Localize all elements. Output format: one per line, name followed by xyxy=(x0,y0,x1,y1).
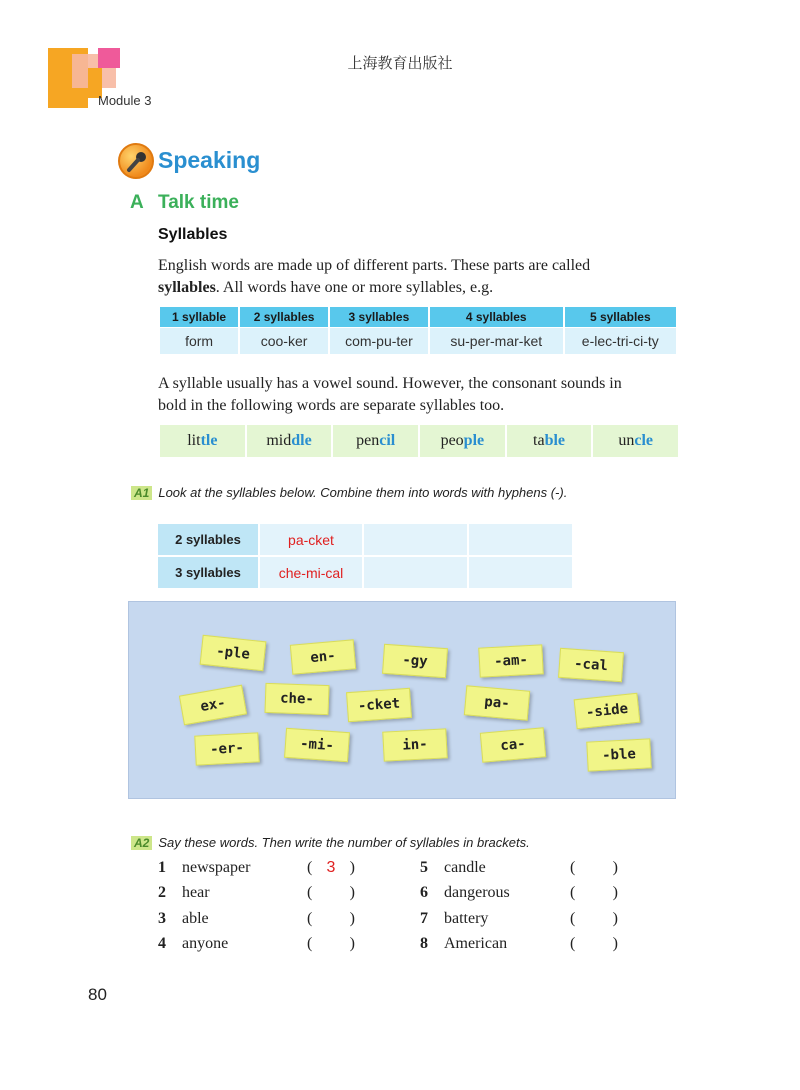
syllable-card[interactable]: in- xyxy=(382,728,447,761)
topic-heading: Syllables xyxy=(158,226,228,243)
close-paren: ) xyxy=(612,859,618,876)
table-cell: com-pu-ter xyxy=(330,328,428,354)
table-cell: e-lec-tri-ci-ty xyxy=(565,328,676,354)
list-item xyxy=(158,859,250,881)
close-paren: ) xyxy=(612,910,618,927)
a1-instruction xyxy=(131,485,567,500)
table-header-row xyxy=(160,307,676,327)
syllable-card[interactable]: -cal xyxy=(558,648,624,682)
word-bold-part: cil xyxy=(379,432,396,449)
item-number: 7 xyxy=(420,910,428,927)
table-header: 5 syllables xyxy=(565,307,676,327)
intro-paragraph xyxy=(158,255,590,299)
syllables-term: syllables xyxy=(158,279,216,296)
word-cell xyxy=(507,425,592,457)
list-item xyxy=(420,935,507,957)
open-paren: ( xyxy=(307,910,313,927)
word-bold-part: ple xyxy=(463,432,485,449)
combine-answer-table xyxy=(158,522,574,590)
publisher-name: 上海教育出版社 xyxy=(347,54,453,72)
item-number: 5 xyxy=(420,859,428,876)
close-paren: ) xyxy=(612,884,618,901)
table-cell: coo-ker xyxy=(240,328,328,354)
open-paren: ( xyxy=(307,935,313,952)
item-number: 2 xyxy=(158,884,166,901)
word-cell xyxy=(333,425,418,457)
item-word: newspaper xyxy=(182,859,251,876)
table-row xyxy=(158,524,574,555)
answer-field[interactable] xyxy=(469,557,574,588)
list-item xyxy=(158,884,210,906)
answer-field[interactable] xyxy=(364,524,469,555)
subsection-heading xyxy=(130,192,239,214)
syllable-card[interactable]: -mi- xyxy=(284,728,350,762)
row-label: 3 syllables xyxy=(158,557,260,588)
syllable-card[interactable]: en- xyxy=(290,639,356,674)
table-header: 4 syllables xyxy=(430,307,563,327)
syllable-examples-table xyxy=(158,306,678,355)
item-word: dangerous xyxy=(444,884,510,901)
intro-line-2 xyxy=(158,277,590,299)
syllable-card[interactable]: ex- xyxy=(179,685,247,726)
open-paren: ( xyxy=(570,935,576,952)
subsection-letter: A xyxy=(130,192,144,213)
answer-field[interactable] xyxy=(364,557,469,588)
table-row xyxy=(160,328,676,354)
syllable-card[interactable]: che- xyxy=(264,683,329,715)
item-word: American xyxy=(444,935,508,952)
word-bold-part: dle xyxy=(291,432,312,449)
item-number: 4 xyxy=(158,935,166,952)
instruction-text: Look at the syllables below. Combine them into words with hyphens (-). xyxy=(158,485,568,500)
close-paren: ) xyxy=(349,859,355,876)
bracket-answer: 3 xyxy=(326,859,336,876)
answer-field[interactable] xyxy=(469,524,574,555)
item-number: 1 xyxy=(158,859,166,876)
open-paren: ( xyxy=(570,859,576,876)
syllable-card[interactable]: -ble xyxy=(586,738,651,771)
syllable-card[interactable]: ca- xyxy=(480,727,546,762)
module-label: Module 3 xyxy=(98,93,152,108)
close-paren: ) xyxy=(612,935,618,952)
exercise-tag: A1 xyxy=(131,486,152,500)
answer-field[interactable]: che-mi-cal xyxy=(260,557,364,588)
syllable-card-board xyxy=(128,601,676,799)
syllable-card[interactable]: -gy xyxy=(382,644,448,678)
word-cell xyxy=(247,425,332,457)
item-number: 8 xyxy=(420,935,428,952)
word-bold-part: tle xyxy=(200,432,218,449)
word-start: lit xyxy=(187,432,201,449)
list-item xyxy=(420,884,510,906)
bold-syllable-words xyxy=(160,425,678,457)
list-item xyxy=(158,935,228,957)
word-start: un xyxy=(618,432,635,449)
item-word: candle xyxy=(444,859,486,876)
vowel-note-line-1: A syllable usually has a vowel sound. However, the consonant sounds in xyxy=(158,375,622,392)
item-word: anyone xyxy=(182,935,229,952)
exercise-tag: A2 xyxy=(131,836,152,850)
syllable-card[interactable]: -cket xyxy=(346,688,412,722)
page-number: 80 xyxy=(88,985,107,1004)
syllable-card[interactable]: -er- xyxy=(194,732,259,765)
section-title: Speaking xyxy=(158,147,261,173)
open-paren: ( xyxy=(307,859,313,876)
item-number: 3 xyxy=(158,910,166,927)
vowel-note-line-2: bold in the following words are separate syllables too. xyxy=(158,397,505,414)
item-word: able xyxy=(182,910,209,927)
word-cell xyxy=(160,425,245,457)
table-cell: su-per-mar-ket xyxy=(430,328,563,354)
intro-line-2-rest: . All words have one or more syllables, e.g. xyxy=(215,279,494,296)
item-word: hear xyxy=(182,884,210,901)
vowel-note-paragraph xyxy=(158,373,622,417)
open-paren: ( xyxy=(570,910,576,927)
table-header: 2 syllables xyxy=(240,307,328,327)
word-bold-part: cle xyxy=(634,432,654,449)
word-cell xyxy=(420,425,505,457)
row-label: 2 syllables xyxy=(158,524,260,555)
word-start: peo xyxy=(440,432,464,449)
close-paren: ) xyxy=(349,910,355,927)
subsection-title: Talk time xyxy=(158,192,239,213)
table-cell: form xyxy=(160,328,238,354)
syllable-card[interactable]: -ple xyxy=(200,635,267,672)
microphone-icon xyxy=(118,143,154,179)
open-paren: ( xyxy=(307,884,313,901)
word-start: ta xyxy=(533,432,545,449)
table-header: 1 syllable xyxy=(160,307,238,327)
table-row xyxy=(158,557,574,588)
word-bold-part: ble xyxy=(544,432,566,449)
answer-field[interactable]: pa-cket xyxy=(260,524,364,555)
open-paren: ( xyxy=(570,884,576,901)
syllable-card[interactable]: -am- xyxy=(478,644,543,677)
word-start: mid xyxy=(266,432,292,449)
word-start: pen xyxy=(356,432,380,449)
instruction-text: Say these words. Then write the number of syllables in brackets. xyxy=(158,835,530,850)
word-cell xyxy=(593,425,678,457)
list-item xyxy=(420,910,488,932)
list-item xyxy=(420,859,486,881)
syllable-card[interactable]: pa- xyxy=(464,685,530,720)
item-word: battery xyxy=(444,910,489,927)
list-item xyxy=(158,910,209,932)
syllable-card[interactable]: -side xyxy=(574,693,641,730)
close-paren: ) xyxy=(349,935,355,952)
intro-line-1: English words are made up of different parts. These parts are called xyxy=(158,257,591,274)
item-number: 6 xyxy=(420,884,428,901)
a2-instruction xyxy=(131,835,530,850)
table-header: 3 syllables xyxy=(330,307,428,327)
close-paren: ) xyxy=(349,884,355,901)
